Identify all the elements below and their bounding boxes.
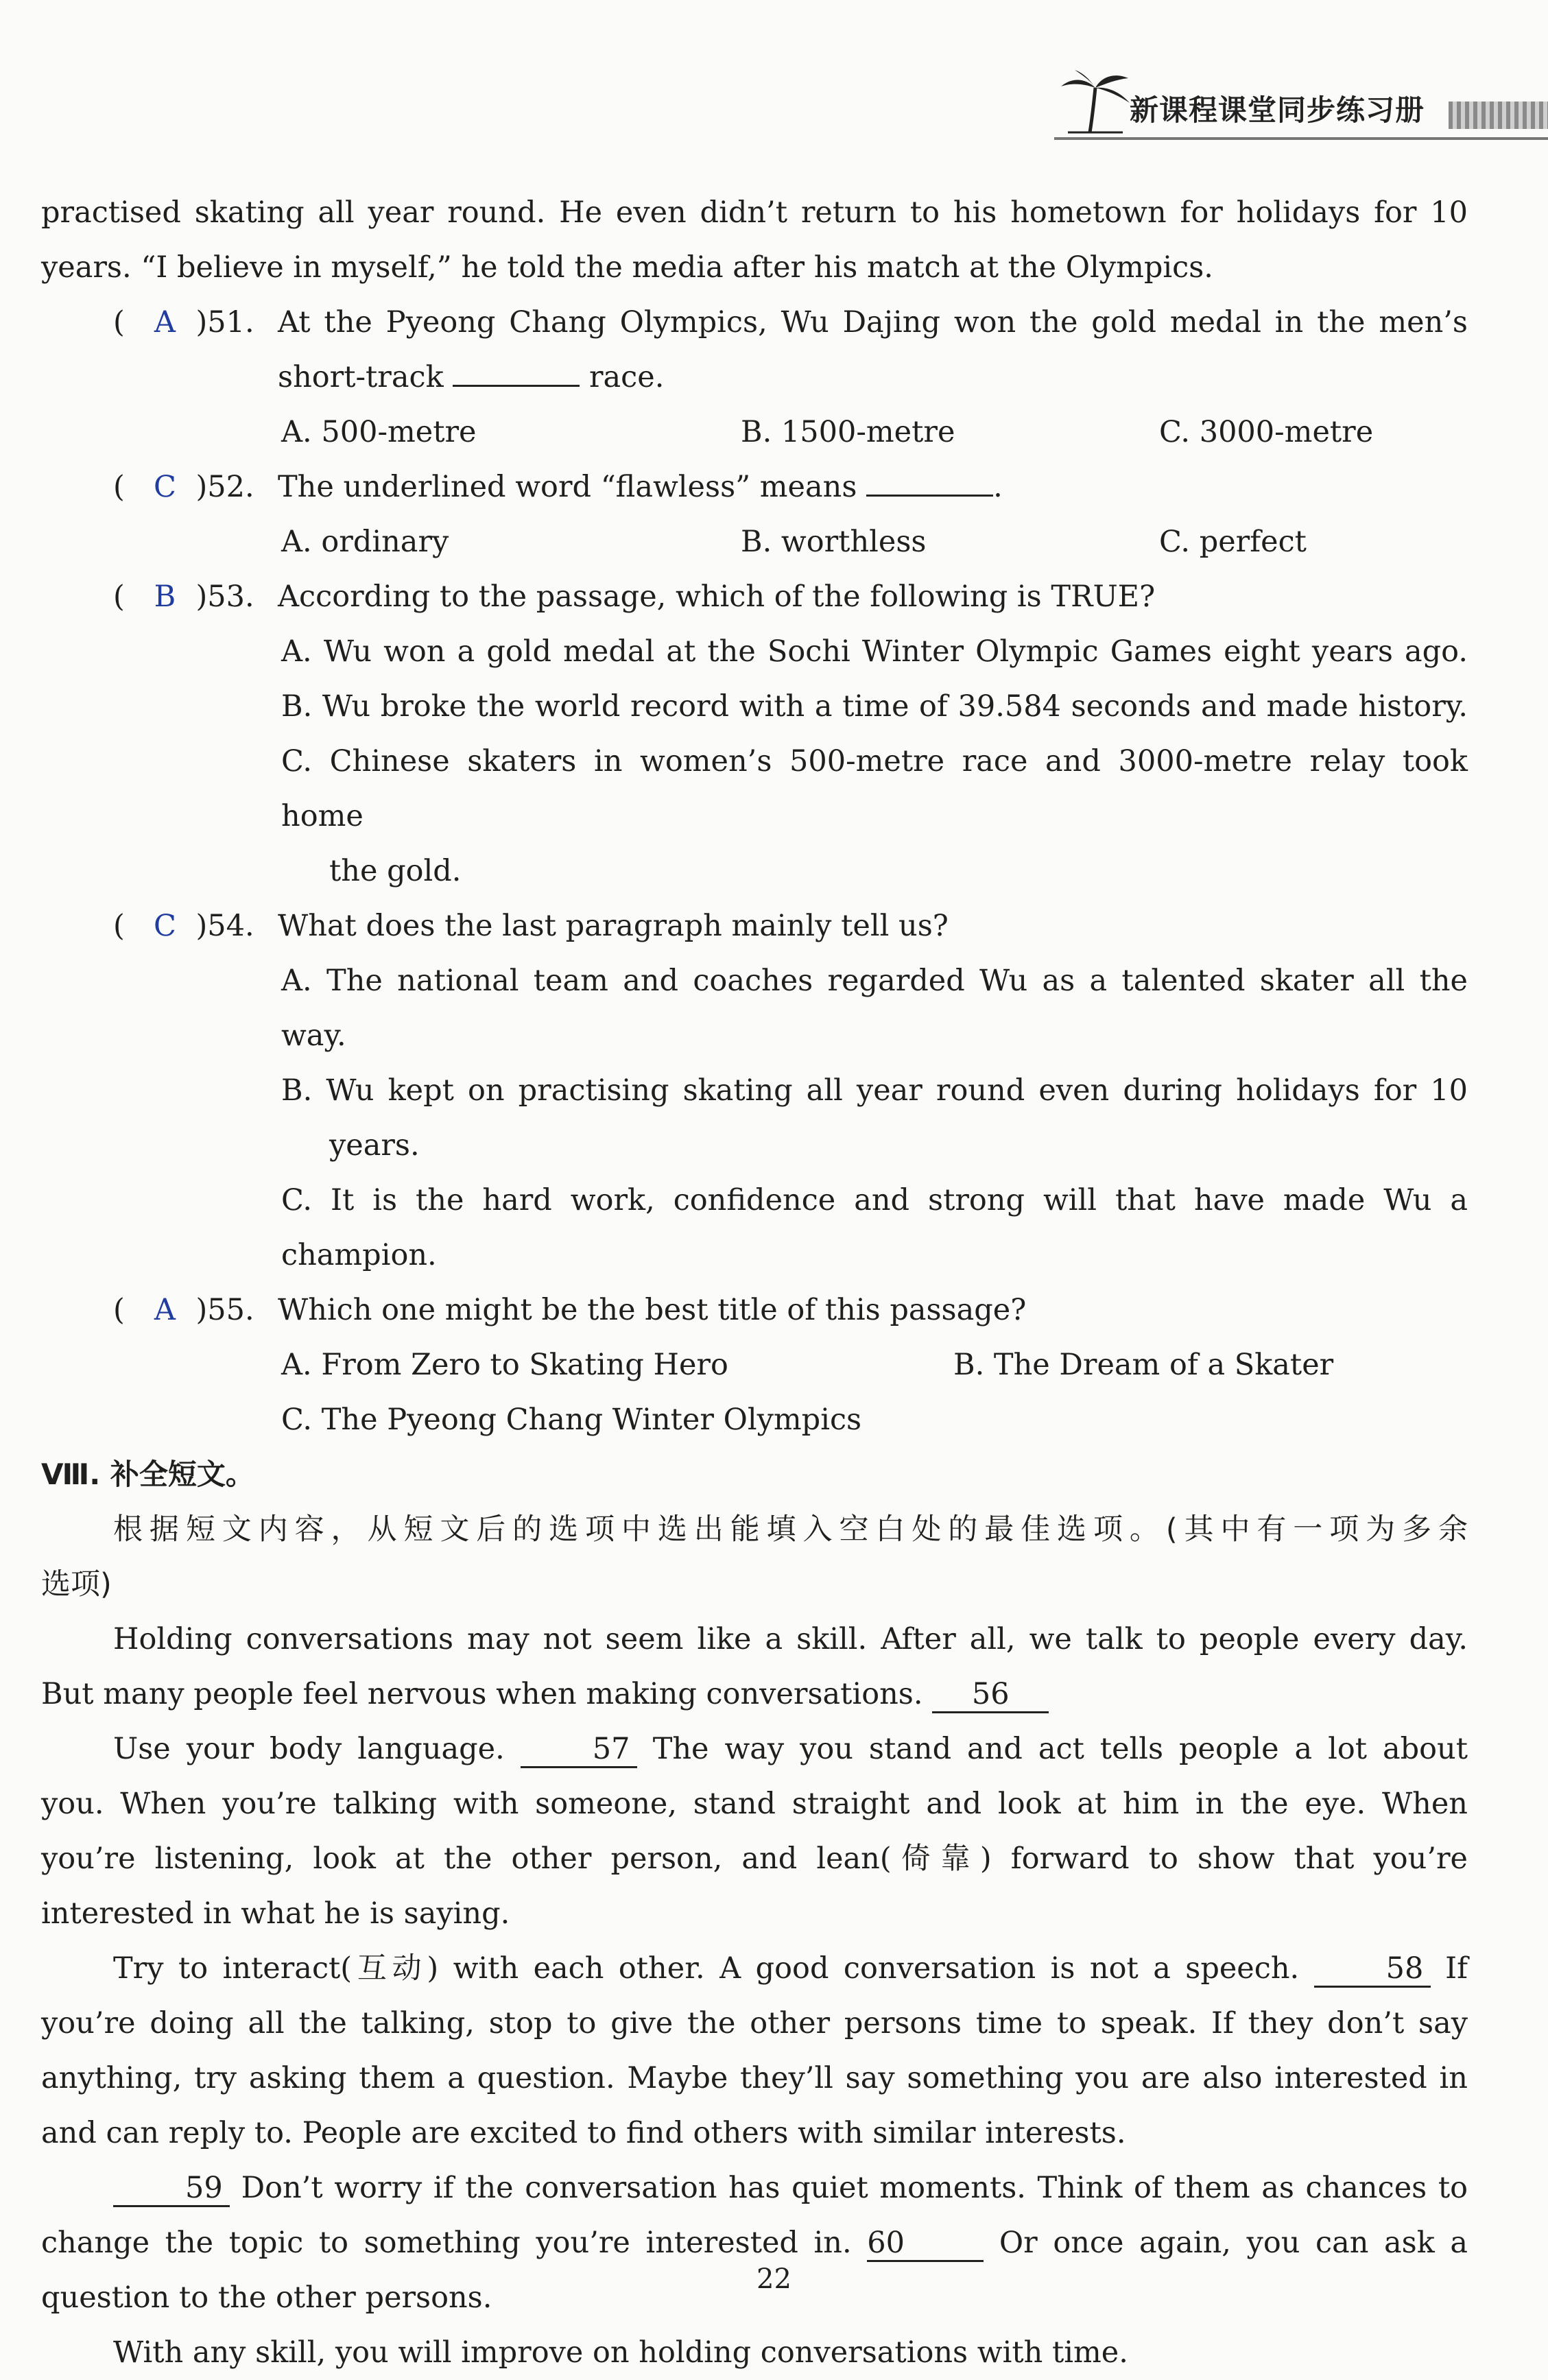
answer-51: A xyxy=(154,305,176,340)
question-55: ( A )55. Which one might be the best title of this passage? xyxy=(41,1283,1468,1337)
blank-56: 56 xyxy=(932,1677,1049,1713)
answer-54: C xyxy=(154,909,176,943)
blank-58: 58 xyxy=(1314,1951,1431,1988)
page-header xyxy=(1054,60,1548,143)
book-title: 新课程课堂同步练习册 xyxy=(1130,93,1425,127)
question-53: ( B )53. According to the passage, which of the following is TRUE? xyxy=(41,569,1468,624)
page-number: 22 xyxy=(757,2263,791,2295)
blank-57: 57 xyxy=(521,1732,637,1768)
question-51-options: A. 500-metre B. 1500-metre C. 3000-metre xyxy=(281,415,1374,449)
question-51: ( A )51. At the Pyeong Chang Olympics, Wu Dajing won the gold medal in the men’s short-track race. xyxy=(41,295,1468,405)
question-55-options: A. From Zero to Skating Hero B. The Dream of a Skater xyxy=(281,1348,1334,1382)
question-54: ( C )54. What does the last paragraph mainly tell us? xyxy=(41,899,1468,953)
header-decor-bar xyxy=(1449,102,1548,129)
answer-blank xyxy=(866,495,993,497)
blank-59: 59 xyxy=(113,2171,230,2207)
answer-blank xyxy=(453,385,580,387)
page-content: practised skating all year round. He even didn’t return to his hometown for holidays for 10 years. “I believe in myself,” he told the media after his match at the Olympics. ( A )51. At the Pyeong Chang Olympics, Wu Dajing won the gold medal in the men’s short-track race. A. 500-metre B. 1500-metre C. 3000-metre ( C )52. The underlined word “flawless” means . A. ordinary B. worthless C. perfect ( B )53. According to the passage, which of the following is TRUE? A. Wu won a gold medal at the Sochi Winter Olympic Games eight years ago. B. Wu broke the world record with a time of 39.584 seconds and made history. C. Chinese skaters in women’s 500-metre race and 3000-metre relay took home the gold. ( C )54. What does the last paragraph mainly tell us? A. The national team and coaches regarded Wu as a talented skater all the way. B. Wu kept on practising skating all year round even during holidays for 10 years. C. It is the hard work, confidence and strong will that have made Wu a champion. ( A )55. Which one might be the best title of this passage? A. From Zero to Skating Hero B. The Dream of a Skater C. The Pyeong Chang Winter Olympics Ⅷ. 补全短文。 根据短文内容，从短文后的选项中选出能填入空白处的最佳选项。(其中有一项为多余 选项) Holding conversations may not seem like a skill. After all, we talk to people every day. But many people feel nervous when making conversations. 56 Use your body language. 57 The way you stand and act tells people a lot about you. When you’re talking with someone, stand straight and look at him in the eye. When you’re listening, look at the other person, and lean(倚靠) forward to show that you’re interested in what he is saying. Try to interact(互动) with each other. A good conversation is not a speech. 58 If you’re doing all the talking, stop to give the other persons time to speak. If they don’t say anything, try asking them a question. Maybe they’ll say something you are also interested in and can reply to. People are excited to find others with similar interests. 59 Don’t worry if the conversation has quiet moments. Think of them as chances to change the topic to something you’re interested in. 60 Or once again, you can ask a question to the other persons. With any skill, you will improve on holding conversations with time. xyxy=(41,185,1468,2380)
question-51-stem: At the Pyeong Chang Olympics, Wu Dajing won the gold medal in the men’s xyxy=(278,305,1468,340)
answer-52: C xyxy=(154,470,176,504)
section-8-instructions: 根据短文内容，从短文后的选项中选出能填入空白处的最佳选项。(其中有一项为多余 xyxy=(113,1512,1468,1547)
blank-60: 60 xyxy=(867,2226,984,2262)
header-rule xyxy=(1054,137,1548,140)
question-52: ( C )52. The underlined word “flawless” means . xyxy=(41,460,1468,514)
palm-tree-icon xyxy=(1054,67,1136,136)
section-8-title: Ⅷ. 补全短文。 xyxy=(41,1457,254,1491)
intro-line-2: years. “I believe in myself,” he told the media after his match at the Olympics. xyxy=(41,250,1213,285)
answer-55: A xyxy=(154,1293,176,1327)
answer-53: B xyxy=(154,580,176,614)
question-52-options: A. ordinary B. worthless C. perfect xyxy=(281,525,1307,559)
intro-line-1: practised skating all year round. He even didn’t return to his hometown for holidays for 10 xyxy=(41,195,1468,230)
